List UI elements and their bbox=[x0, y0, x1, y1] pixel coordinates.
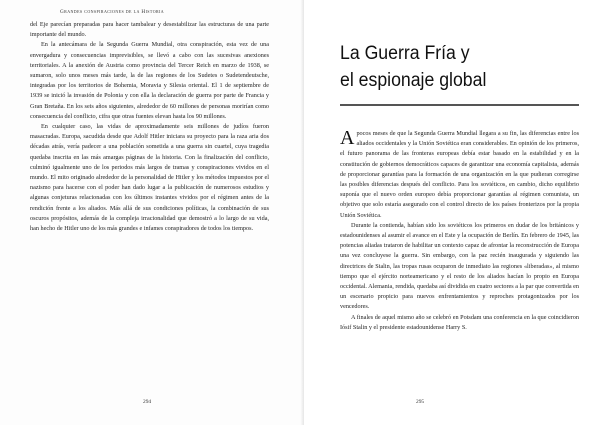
chapter-title bbox=[340, 40, 568, 94]
paragraph: En cualquier caso, las vidas de aproximadamente seis millones de judíos fueron masacradas. Europa, sacudida desde que Adolf Hitler iniciara su proyecto para la raza aria dos décadas atrás, vería padecer a una población sometida a una guerra sin cuartel, cuya tragedia quedaba inscrita en las más amargas páginas de la historia. Con la finalización del conflicto, culminó igualmente uno de los periodos más largos de tramas y conspiraciones vividos en el mundo. El mito originado alrededor de la personalidad de Hitler y los métodos impuestos por el nazismo para hacerse con el poder han dado lugar a la publicación de numerosos estudios y algunas conjeturas relacionadas con los últimos instantes vividos por el régimen antes de la rendición frente a los aliados. Más allá de sus condiciones políticas, la combinación de sus oscuros propósitos, además de la compleja irracionalidad que demostró a lo largo de su vida, han hecho de Hitler uno de los más grandes e infames conspiradores de todos los tiempos. bbox=[30, 123, 269, 233]
page-number-right: 295 bbox=[416, 399, 425, 405]
running-head: Grandes conspiraciones de la Historia bbox=[60, 9, 165, 15]
chapter-title-line: La Guerra Fría y bbox=[340, 43, 470, 64]
opening-paragraph bbox=[340, 129, 579, 221]
chapter-title-line: el espionaje global bbox=[340, 70, 487, 91]
chapter-rule bbox=[340, 104, 579, 106]
paragraph: Durante la contienda, habían sido los soviéticos los primeros en dudar de los británicos y estadounidenses al asumir el avance en el Este y la ocupación de Berlín. En febrero de 1945, las potencias aliadas trataron de habilitar un contexto capaz de afrontar la reconstrucción de Europa una vez concluyese la guerra. Sin embargo, con la paz recién inaugurada y siguiendo las directrices de Stalin, las tropas rusas ocuparon de inmediato las regiones «liberadas», al mismo tiempo que el ejército norteamericano y el resto de los aliados hacían lo propio en Europa occidental. Alemania, rendida, quedaba así dividida en cuatro sectores a la par que convertida en un escenario propicio para nuevos enfrentamientos y reproches protagonizados por los vencedores. bbox=[340, 221, 579, 311]
paragraph: A finales de aquel mismo año se celebró en Potsdam una conferencia en la que coincidieron Iósif Stalin y el presidente estadounidense Harry S. bbox=[340, 313, 579, 331]
paragraph-text: pocos meses de que la Segunda Guerra Mundial llegara a su fin, las diferencias entre los aliados occidentales y la Unión Soviética eran considerables. En opinión de los primeros, el futuro panorama de las fronteras europeas debía estar basado en la estabilidad y en la constitución de gobiernos democráticos capaces de garantizar una economía capitalista, además de proporcionar garantías para la formación de una organización en la que pudieran corregirse las posibles diferencias después del conflicto. Para los soviéticos, en cambio, dicho equilibrio suponía que el nuevo orden europeo debía proporcionar garantías al régimen comunista, un objetivo que solo estaría asegurado con el control directo de los países fronterizos por la propia Unión Soviética. bbox=[340, 130, 579, 219]
right-page-text bbox=[340, 129, 579, 333]
left-page-text bbox=[30, 20, 269, 234]
paragraph: del Eje parecían preparadas para hacer tambalear y desestabilizar las estructuras de una parte importante del mundo. bbox=[30, 21, 269, 39]
drop-cap: A bbox=[340, 127, 355, 149]
page-number-left: 294 bbox=[143, 399, 152, 405]
right-page bbox=[304, 0, 607, 425]
paragraph: En la antecámara de la Segunda Guerra Mundial, otra conspiración, esta vez de una envergadura y consecuencias imprevisibles, se llevó a cabo con las sucesivas anexiones territoriales. A la anexión de Austria como provincia del Tercer Reich en marzo de 1938, se sumaron, solo unos meses más tarde, la de las regiones de los Sudetes o Sudetendeutsche, integradas por los territorios de Bohemia, Moravia y Silesia oriental. El 1 de septiembre de 1939 se inició la invasión de Polonia y con ella la declaración de guerra por parte de Francia y Gran Bretaña. En los seis años siguientes, alrededor de 60 millones de personas morirían como consecuencia del conflicto, cifra que otras fuentes elevan hasta los 90 millones. bbox=[30, 41, 269, 120]
